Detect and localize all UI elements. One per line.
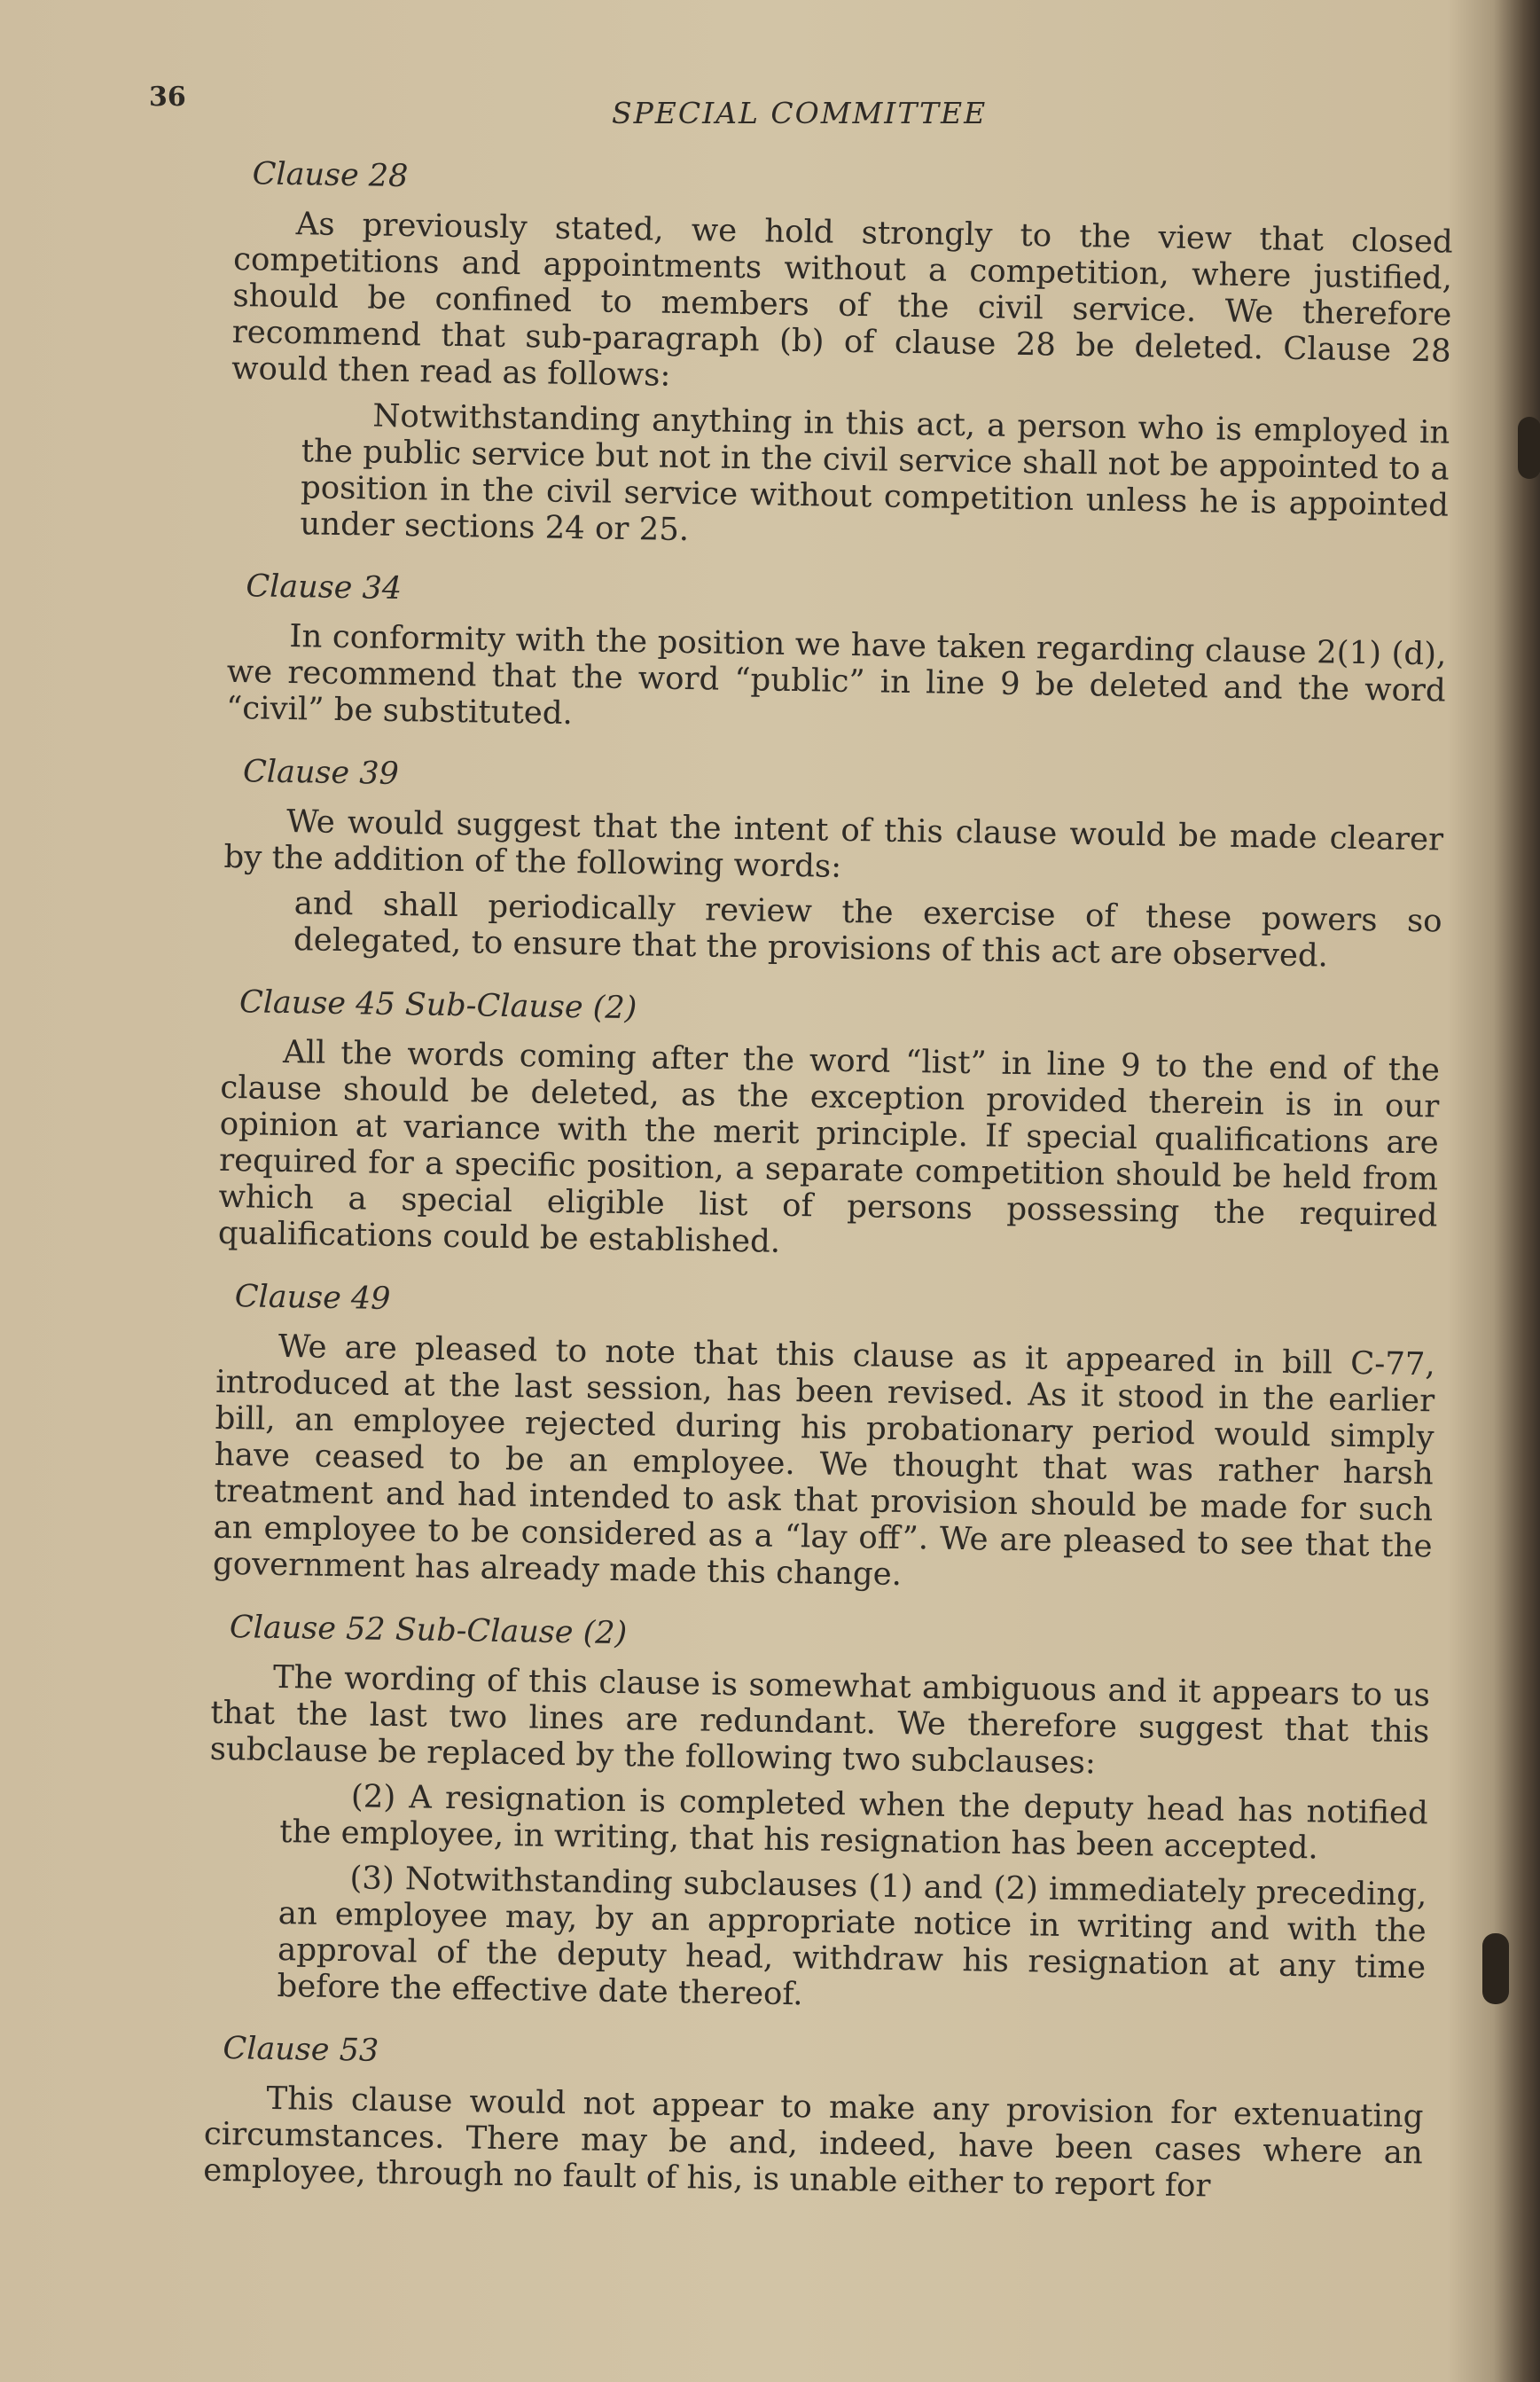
clause-section [203, 2030, 1425, 2208]
clause-heading: Clause 52 Sub-Clause (2) [229, 1610, 628, 1652]
clause-heading: Clause 49 [234, 1279, 391, 1317]
clause-heading: Clause 39 [242, 754, 400, 792]
running-head: SPECIAL COMMITTEE [612, 96, 988, 130]
quoted-text: (3) Notwithstanding subclauses (1) and (2) immediately preceding, an employee may, by an appropriate notice in writing and with the approval of the deputy head, withdraw his resignation at any time before the effective date thereof. [277, 1860, 1427, 2013]
clause-section [206, 1609, 1431, 2023]
quoted-text: and shall periodically review the exercise of these powers so delegated, to ensure that the provisions of this act are observed. [293, 885, 1442, 975]
body-paragraph: We are pleased to note that this clause as it appeared in bill C-77, introduced at the last session, has been revised. As it stood in the earlier bill, an employee rejected during his probationary period would simply have ceased to be an employee. We thought that was rather harsh treatment and had intended to ask that provision should be made for such an employee to be considered as a “lay off”. We are pleased to see that the government has already made this change. [212, 1328, 1436, 1594]
quoted-text: (2) A resignation is completed when the deputy head has notified the employee, in writing, that his resignation has been accepted. [278, 1778, 1429, 1867]
clause-heading: Clause 53 [223, 2031, 379, 2069]
quoted-text: Notwithstanding anything in this act, a person who is employed in the public service but not in the civil service shall not be appointed to a position in the civil service without competition unless he is appointed under sections 24 or 25. [300, 397, 1450, 549]
binding-mark [1518, 417, 1540, 479]
body-paragraph: The wording of this clause is somewhat ambiguous and it appears to us that the last two lines are redundant. We therefore suggest that this subclause be replaced by the following two subclauses: [209, 1658, 1431, 1782]
body-paragraph: We would suggest that the intent of this clause would be made clearer by the addition of the following words: [223, 803, 1444, 885]
body-paragraph: All the words coming after the word “list” in line 9 to the end of the clause should be deleted, as the exception provided therein is in our opinion at variance with the merit principle. If special qualifications are required for a specific position, a separate competition should be held from which a special eligible list of persons possessing the required qualifications could be established. [217, 1033, 1441, 1260]
clause-section [226, 568, 1448, 746]
body-paragraph: This clause would not appear to make any provision for extenuating circumstances. There may be and, indeed, have been cases where an employee, through no fault of his, is unable either to report for [202, 2080, 1424, 2205]
body-paragraph: As previously stated, we hold strongly to the view that closed competitions and appointments without a competition, where justified, should be confined to members of the civil service. We therefore recommend that sub-paragraph (b) of clause 28 be deleted. Clause 28 would then read as follows: [231, 206, 1453, 394]
clause-section [223, 753, 1444, 976]
clause-heading: Clause 34 [246, 568, 403, 607]
page-content [203, 155, 1454, 2234]
clause-section [213, 1278, 1436, 1602]
clause-section [229, 155, 1454, 560]
clause-section [218, 983, 1442, 1271]
clause-heading: Clause 28 [252, 156, 409, 195]
binding-mark [1482, 1933, 1509, 2004]
page-number: 36 [149, 82, 186, 113]
body-paragraph: In conformity with the position we have taken regarding clause 2(1) (d), we recommend that the word “public” in line 9 be deleted and the word “civil” be substituted. [225, 618, 1447, 733]
clause-heading: Clause 45 Sub-Clause (2) [238, 984, 637, 1027]
